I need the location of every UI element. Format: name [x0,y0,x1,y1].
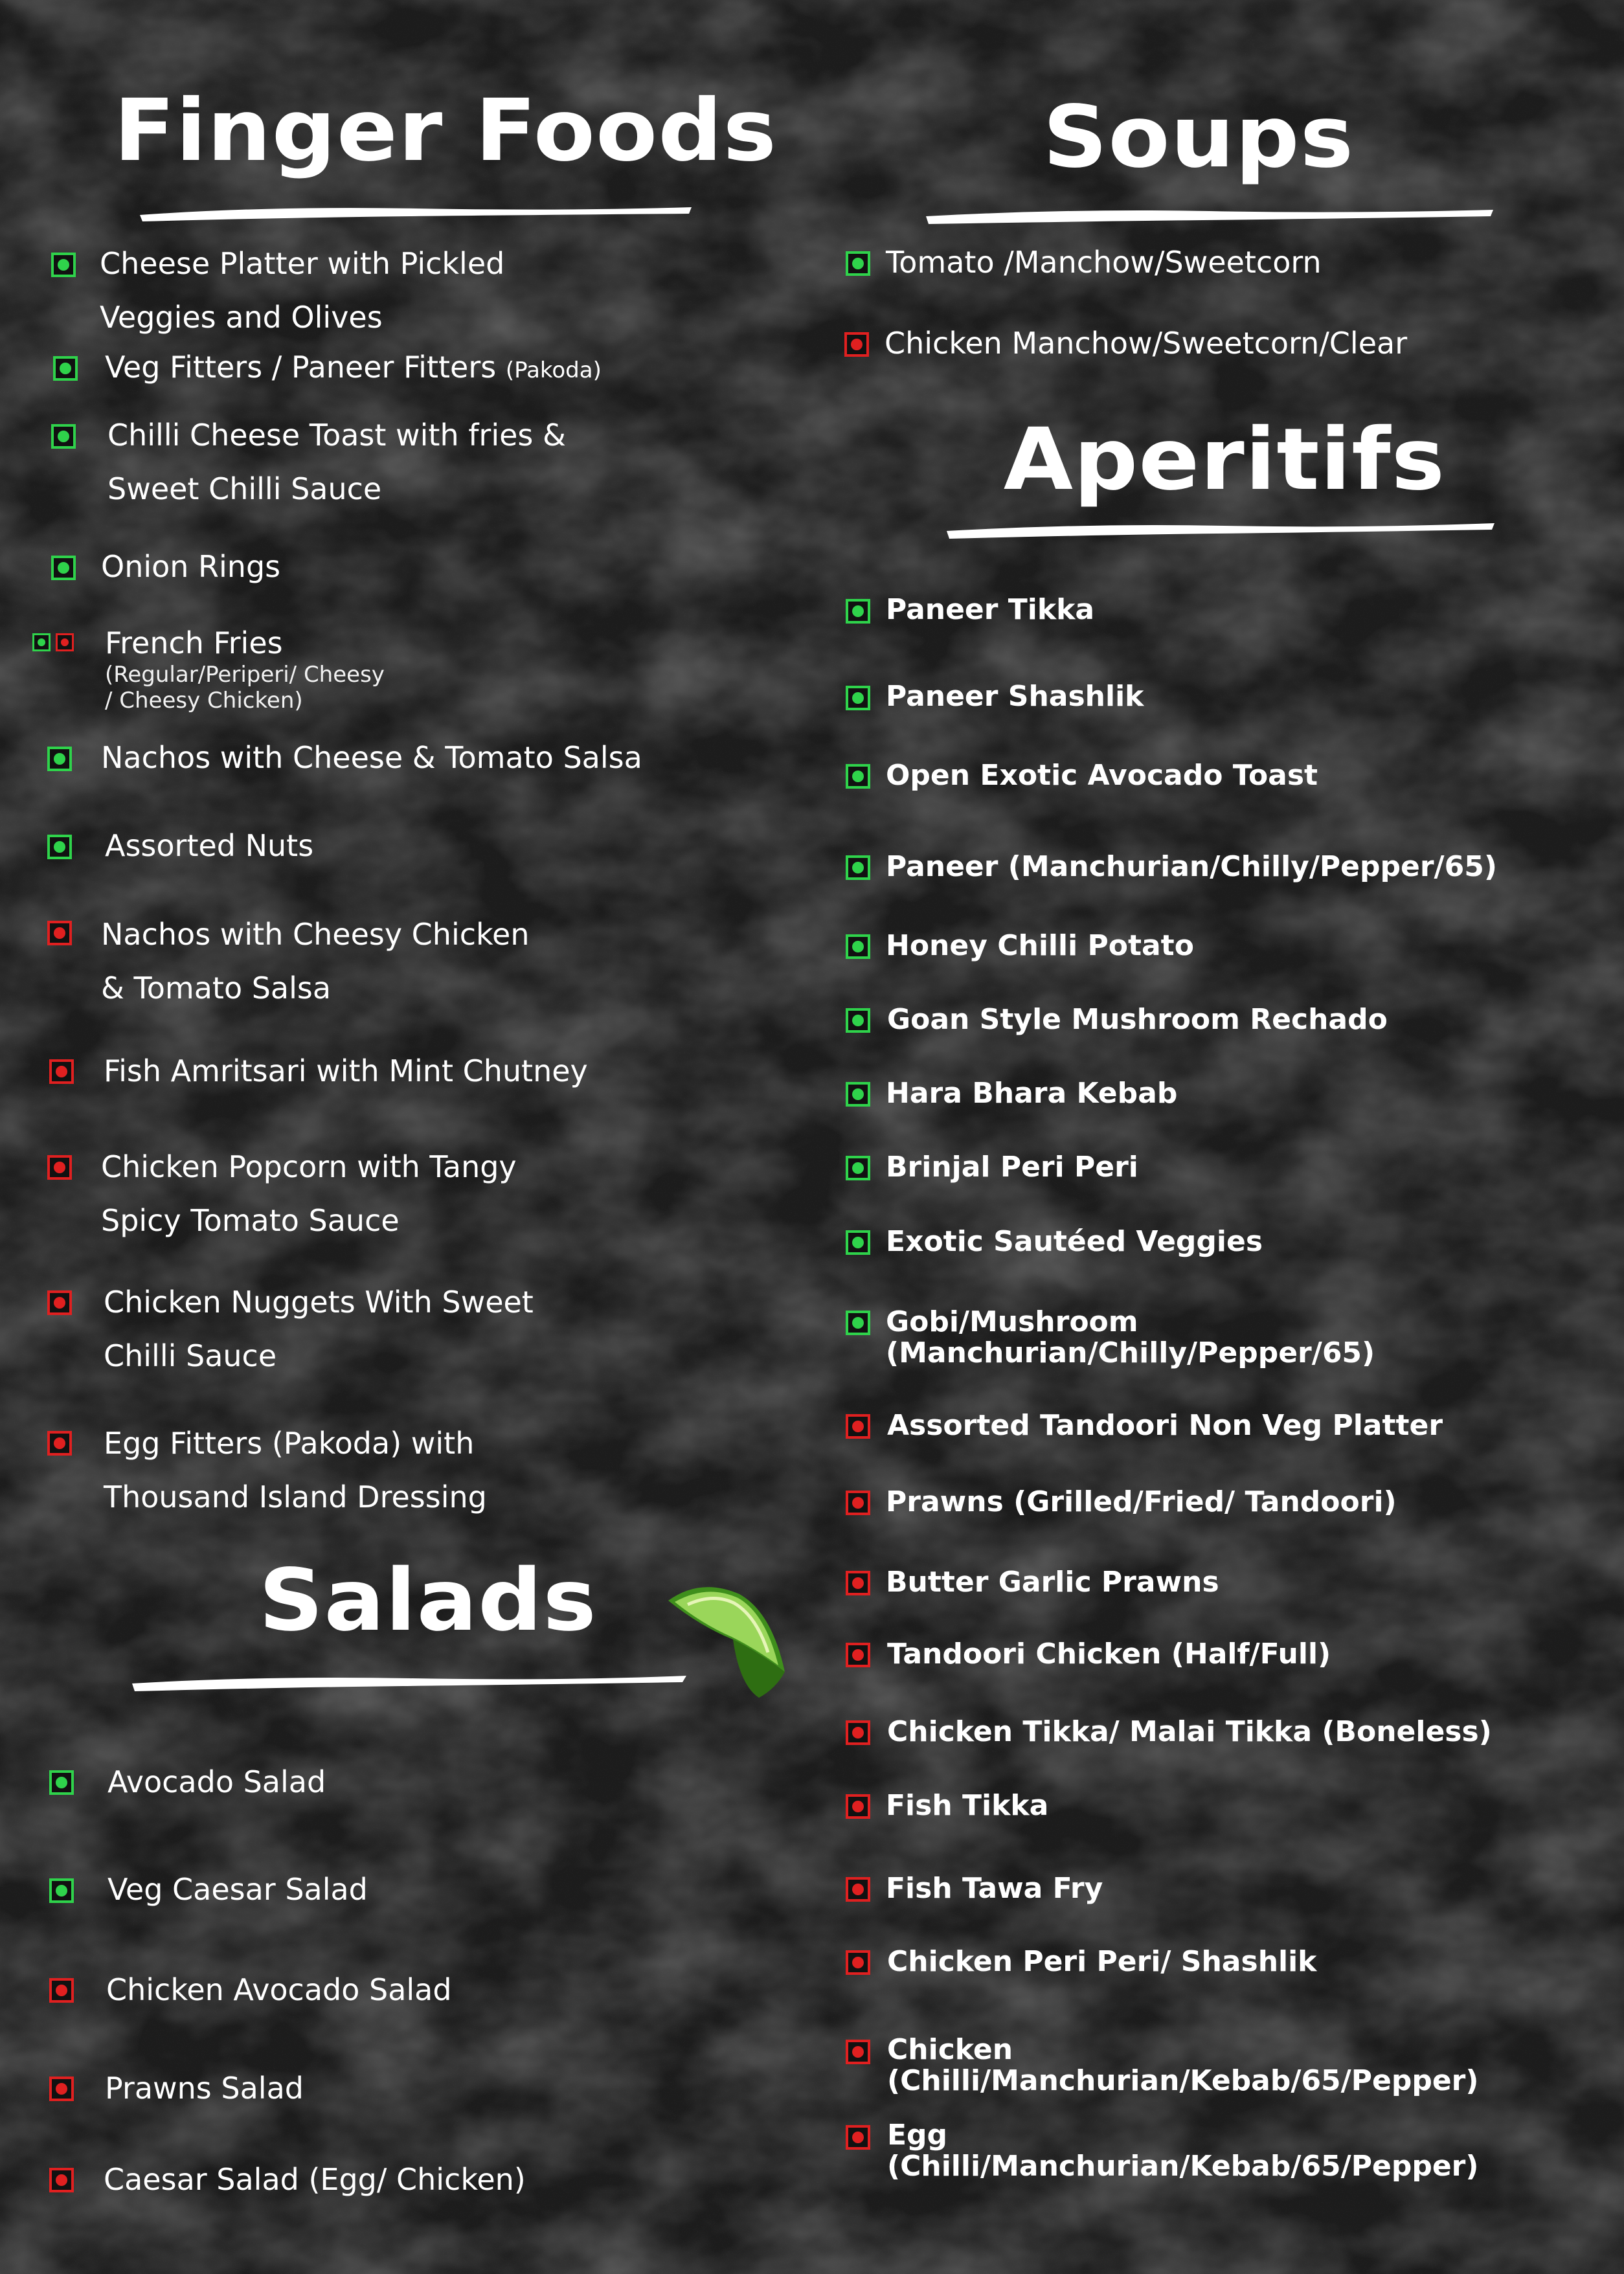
item-name-line-1: Paneer Tikka [886,593,1095,626]
veg-indicator-icon [47,835,72,859]
item-name-line-1: Chicken [887,2033,1013,2066]
veg-indicator-icon [846,1230,870,1255]
veg-indicator-icon [51,424,76,449]
item-name-line-2: (Chilli/Manchurian/Kebab/65/Pepper) [887,2150,1479,2183]
nonveg-indicator-icon [49,2077,74,2101]
veg-indicator-icon [51,253,76,277]
aperitifs-heading: Aperitifs [1003,410,1446,510]
item-name-line-1: French Fries [105,625,283,660]
item-name-line-1: Prawns (Grilled/Fried/ Tandoori) [886,1485,1397,1518]
item-subtext-line-1: (Regular/Periperi/ Cheesy [105,662,385,688]
item-name-line-1: Chicken Manchow/Sweetcorn/Clear [885,326,1408,361]
item-name-line-1: Goan Style Mushroom Rechado [887,1003,1388,1036]
nonveg-indicator-icon [49,2168,74,2192]
veg-indicator-icon [47,747,72,771]
soups-heading: Soups [1043,87,1355,187]
nonveg-indicator-icon [846,1414,870,1439]
item-name-line-1: Cheese Platter with Pickled [100,246,505,281]
item-name-line-1: Chilli Cheese Toast with fries & [107,418,566,453]
item-name-line-1: Honey Chilli Potato [886,929,1194,962]
item-name-line-1: Open Exotic Avocado Toast [886,759,1318,792]
item-name-line-1: Butter Garlic Prawns [886,1566,1219,1599]
item-name-line-1: Caesar Salad (Egg/ Chicken) [104,2162,526,2197]
nonveg-indicator-icon [846,1643,870,1667]
item-name-line-1: Chicken Nuggets With Sweet [104,1285,534,1320]
nonveg-indicator-icon [844,332,869,357]
item-name-line-1: Prawns Salad [105,2071,304,2106]
aperitifs-brush-underline [945,517,1496,543]
item-name-line-1 [105,341,602,398]
veg-indicator-icon [51,556,76,580]
item-name-line-1: Hara Bhara Kebab [886,1077,1178,1110]
item-name-line-2: & Tomato Salsa [101,971,332,1006]
finger-foods-heading: Finger Foods [113,81,778,181]
veg-indicator-icon [846,1311,870,1335]
veg-indicator-icon [846,251,870,276]
item-name-line-1: Gobi/Mushroom [886,1305,1138,1338]
item-name-line-1: Chicken Popcorn with Tangy [101,1149,517,1184]
item-name-line-2: (Manchurian/Chilly/Pepper/65) [886,1336,1375,1369]
item-name-line-1: Chicken Tikka/ Malai Tikka (Boneless) [887,1715,1492,1748]
soups-brush-underline [925,203,1494,229]
item-name-line-1: Nachos with Cheesy Chicken [101,917,530,952]
item-name-line-1: Avocado Salad [107,1764,326,1799]
nonveg-indicator-icon [846,1491,870,1515]
item-name-line-2: Sweet Chilli Sauce [107,471,382,506]
veg-indicator-icon [49,1878,74,1903]
veg-indicator-icon [846,599,870,624]
item-name-suffix: (Pakoda) [505,357,602,383]
salads-brush-underline [131,1669,688,1695]
nonveg-indicator-icon [47,1431,72,1456]
veg-indicator-icon [846,1008,870,1033]
veg-indicator-icon [49,1770,74,1795]
nonveg-indicator-icon [846,1720,870,1745]
item-name-line-1: Tandoori Chicken (Half/Full) [887,1638,1331,1671]
item-name-line-2: (Chilli/Manchurian/Kebab/65/Pepper) [887,2064,1479,2097]
item-name-line-1: Fish Amritsari with Mint Chutney [104,1053,588,1088]
item-name-line-2: Chilli Sauce [104,1338,277,1373]
item-name-line-1: Exotic Sautéed Veggies [886,1225,1263,1258]
item-name-line-1: Veg Caesar Salad [107,1872,368,1907]
veg-indicator-icon [846,1156,870,1180]
nonveg-indicator-icon [56,633,74,651]
item-name-line-1: Paneer Shashlik [886,680,1144,713]
item-name-line-1: Egg [887,2119,948,2152]
salads-heading: Salads [258,1551,597,1650]
item-name-line-2: Spicy Tomato Sauce [101,1203,400,1238]
veg-indicator-icon [846,934,870,959]
nonveg-indicator-icon [47,1290,72,1315]
nonveg-indicator-icon [846,1950,870,1975]
item-name-line-2: Thousand Island Dressing [104,1480,487,1514]
item-name-line-1: Fish Tawa Fry [886,1872,1103,1905]
nonveg-indicator-icon [846,2040,870,2064]
nonveg-indicator-icon [47,921,72,945]
veg-indicator-icon [846,855,870,880]
nonveg-indicator-icon [846,1571,870,1595]
item-name-text: Veg Fitters / Paneer Fitters [105,350,497,385]
finger-foods-brush-underline [137,199,694,225]
item-name-line-1: Tomato /Manchow/Sweetcorn [886,245,1322,280]
item-subtext-line-2: / Cheesy Chicken) [105,688,303,714]
item-name-line-1: Nachos with Cheese & Tomato Salsa [101,740,642,775]
item-name-line-1: Chicken Peri Peri/ Shashlik [887,1945,1317,1978]
item-name-line-1: Onion Rings [101,549,281,584]
nonveg-indicator-icon [49,1059,74,1084]
item-name-line-1: Brinjal Peri Peri [886,1151,1138,1184]
veg-indicator-icon [846,686,870,710]
item-name-line-2: Veggies and Olives [100,300,383,335]
nonveg-indicator-icon [49,1978,74,2003]
nonveg-indicator-icon [846,2125,870,2150]
veg-indicator-icon [846,1082,870,1107]
item-name-line-1: Paneer (Manchurian/Chilly/Pepper/65) [886,850,1497,883]
item-name-line-1: Fish Tikka [886,1789,1049,1822]
veg-indicator-icon [53,356,78,381]
item-name-line-1: Chicken Avocado Salad [106,1972,452,2007]
lime-wedge-image [662,1575,791,1704]
nonveg-indicator-icon [47,1155,72,1180]
item-name-line-1: Egg Fitters (Pakoda) with [104,1426,475,1461]
veg-indicator-icon [32,633,51,651]
nonveg-indicator-icon [846,1794,870,1819]
item-name-line-1: Assorted Nuts [105,828,314,863]
veg-indicator-icon [846,764,870,789]
item-name-line-1: Assorted Tandoori Non Veg Platter [887,1409,1443,1442]
nonveg-indicator-icon [846,1877,870,1902]
